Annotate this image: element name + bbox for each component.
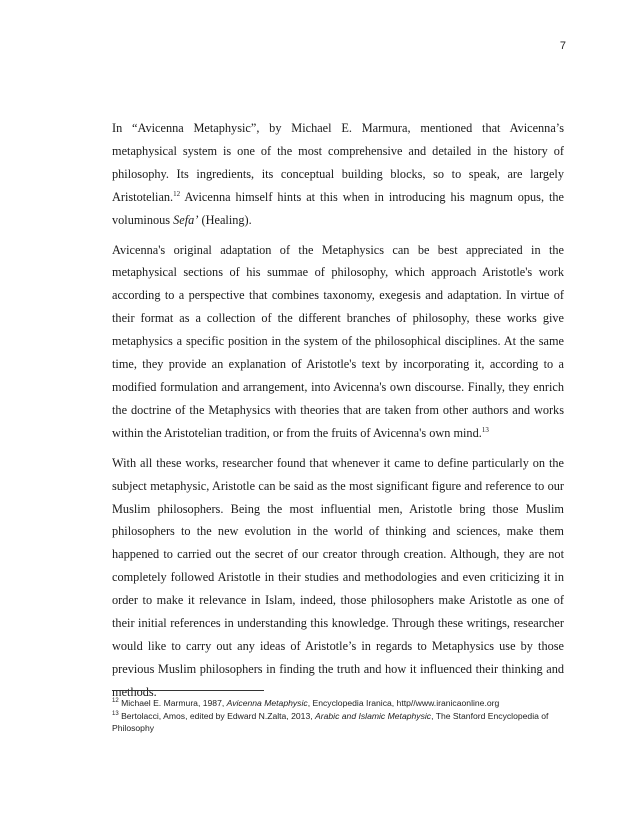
text-run: (Healing). [198,212,252,227]
footnote-divider [112,690,264,691]
footnote-ref: 13 [481,425,489,434]
text-run: Avicenna's original adaptation of the Metaphysics can be best appreciated in the metaphysical sections of his summae of philosophy, which approach Aristotle's work according to a perspective that combines taxonomy, exegesis and adaptation. In virtue of their format as a collection of the different branches of philosophy, these works give metaphysics a specific position in the system of the philosophical disciplines. At the same time, they provide an explanation of Aristotle's text by incorporating it, according to a modified formulation and arrangement, into Avicenna's own discourse. Finally, they enrich the doctrine of the Metaphysics with theories that are taken from other authors and works within the Aristotelian tradition, or from the fruits of Avicenna's own mind. [112,242,564,440]
paragraph [112,239,564,445]
text-run: Bertolacci, Amos, edited by Edward N.Zalta, 2013, [118,710,316,721]
body-text [112,117,564,711]
text-run: With all these works, researcher found that whenever it came to define particularly on the subject metaphysic, Aristotle can be said as the most significant figure and reference to our Muslim philosophers. Being the most influential men, Aristotle bring those Muslim philosophers to the new evolution in the world of thinking and sciences, make them happened to carried out the secret of our creator through creation. Although, they are not completely followed Aristotle in their studies and methodologies and even criticizing it in order to make it relevance in Islam, indeed, those philosophers make Aristotle as one of their initial references in understanding this knowledge. Through these writings, researcher would like to carry out any ideas of Aristotle’s in regards to Metaphysics use by those previous Muslim philosophers in finding the truth and how it influenced their thinking and methods. [112,455,564,699]
footnote [112,710,564,735]
text-run: Avicenna himself hints at this when in introducing his magnum opus, the voluminous [112,189,564,227]
text-run: , The Stanford Encyclopedia of Philosophy [112,710,549,733]
footnote [112,697,564,710]
footnotes [112,697,564,735]
text-run: Michael E. Marmura, 1987, [118,698,227,708]
footnote-ref: 12 [173,189,181,198]
paragraph [112,117,564,232]
italic-text: Arabic and Islamic Metaphysic [315,710,432,721]
text-run: , Encyclopedia Iranica, http//www.iranicaonline.org [307,698,500,708]
footnote-ref: 12 [112,698,119,704]
page-number: 7 [559,40,566,52]
italic-text: Avicenna Metaphysic [226,698,308,708]
footnote-ref: 13 [112,710,119,717]
text-run: In “Avicenna Metaphysic”, by Michael E. Marmura, mentioned that Avicenna’s metaphysical system is one of the most comprehensive and detailed in the history of philosophy. Its ingredients, its conceptual building blocks, so to speak, are largely Aristotelian. [112,121,564,204]
paragraph [112,452,564,704]
italic-text: Sefa’ [173,212,199,227]
